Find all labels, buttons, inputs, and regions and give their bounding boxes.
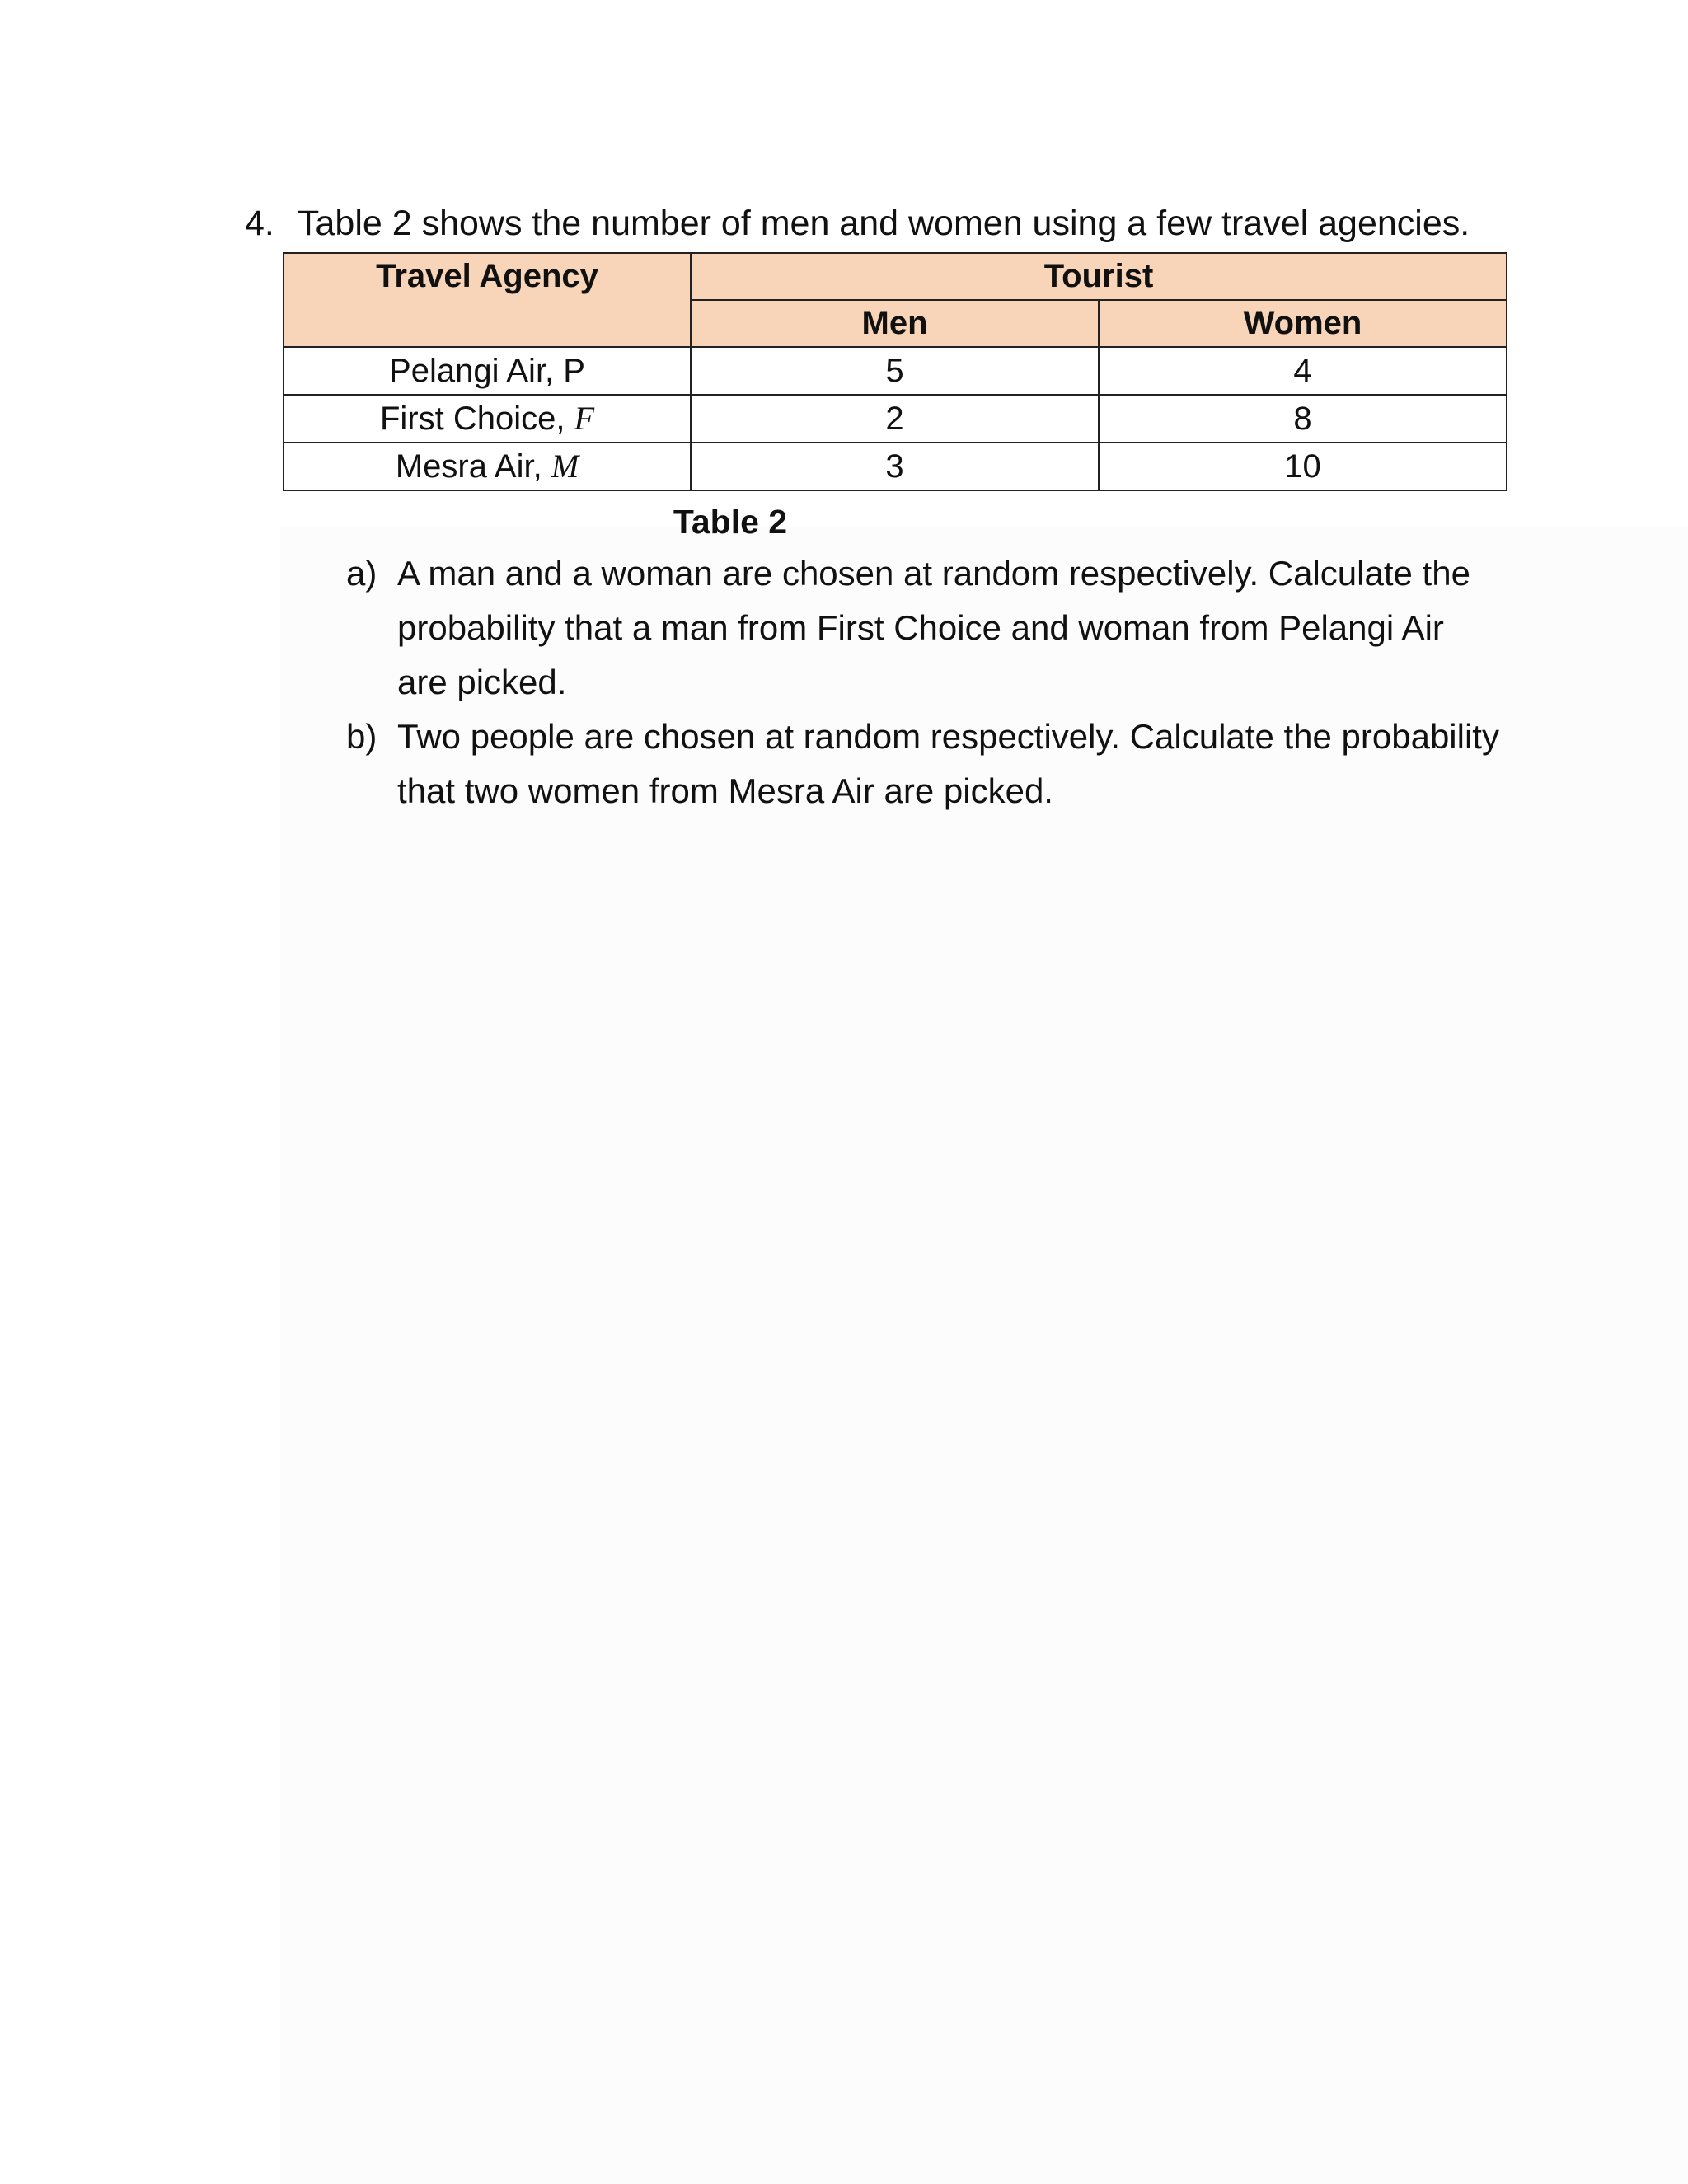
question-part-a	[346, 546, 1500, 710]
question-text: Table 2 shows the number of men and women using a few travel agencies.	[298, 204, 1470, 243]
table-caption: Table 2	[673, 503, 788, 541]
table-row	[284, 395, 1507, 443]
question-part-b	[346, 710, 1500, 818]
header-women: Women	[1099, 300, 1507, 347]
part-text: A man and a woman are chosen at random respectively. Calculate the probability that a man from First Choice and woman from Pelangi Air are picked.	[397, 554, 1470, 701]
men-cell: 3	[691, 443, 1099, 490]
table-row	[284, 443, 1507, 490]
women-cell: 10	[1099, 443, 1507, 490]
table-row	[284, 347, 1507, 395]
women-cell: 8	[1099, 395, 1507, 443]
part-label: a)	[346, 554, 377, 593]
women-cell: 4	[1099, 347, 1507, 395]
header-tourist: Tourist	[691, 253, 1507, 300]
men-cell: 2	[691, 395, 1099, 443]
agency-cell: Mesra Air, M	[284, 443, 691, 490]
travel-agency-table	[283, 252, 1507, 491]
question-intro	[245, 194, 1470, 252]
part-text: Two people are chosen at random respectively. Calculate the probability that two women from Mesra Air are picked.	[397, 717, 1499, 810]
part-label: b)	[346, 717, 377, 756]
men-cell: 5	[691, 347, 1099, 395]
agency-cell: Pelangi Air, P	[284, 347, 691, 395]
table-header-row	[284, 253, 1507, 300]
question-parts	[346, 546, 1500, 818]
agency-cell: First Choice, F	[284, 395, 691, 443]
header-men: Men	[691, 300, 1099, 347]
header-travel-agency: Travel Agency	[284, 253, 691, 347]
question-number: 4.	[245, 204, 274, 243]
